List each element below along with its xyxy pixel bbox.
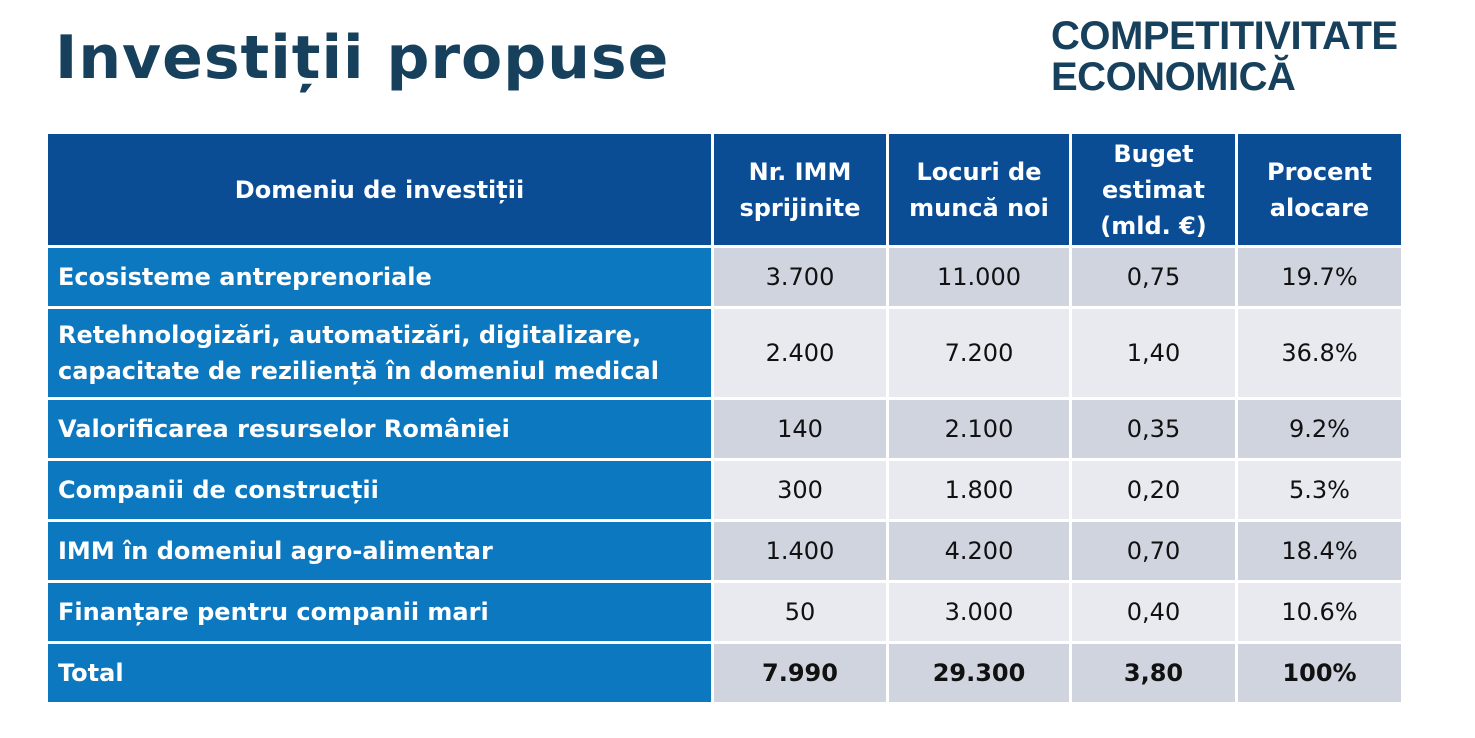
table-row [47,460,1403,521]
row-smes: 140 [713,399,888,460]
section-title-line-1: COMPETITIVITATE [1051,14,1398,58]
total-share: 100% [1237,643,1403,704]
table-header-row [47,133,1403,247]
row-budget: 0,70 [1071,521,1237,582]
row-share: 9.2% [1237,399,1403,460]
row-budget: 0,35 [1071,399,1237,460]
row-share: 10.6% [1237,582,1403,643]
table-row [47,521,1403,582]
section-title [1051,16,1398,98]
investments-table [45,131,1404,705]
row-jobs: 1.800 [888,460,1071,521]
page-title: Investiții propuse [55,23,670,93]
row-jobs: 4.200 [888,521,1071,582]
row-budget: 1,40 [1071,308,1237,399]
row-jobs: 11.000 [888,247,1071,308]
row-share: 19.7% [1237,247,1403,308]
header-domain: Domeniu de investiții [47,133,713,247]
row-smes: 1.400 [713,521,888,582]
row-smes: 300 [713,460,888,521]
row-domain: Valorificarea resurselor României [47,399,713,460]
row-domain: Finanțare pentru companii mari [47,582,713,643]
total-smes: 7.990 [713,643,888,704]
table-total-row [47,643,1403,704]
row-budget: 0,40 [1071,582,1237,643]
row-domain: Retehnologizări, automatizări, digitalizare, capacitate de reziliență în domeniul medical [47,308,713,399]
table-row [47,308,1403,399]
row-jobs: 7.200 [888,308,1071,399]
total-budget: 3,80 [1071,643,1237,704]
total-label: Total [47,643,713,704]
row-domain: IMM în domeniul agro-alimentar [47,521,713,582]
row-smes: 50 [713,582,888,643]
row-domain: Ecosisteme antreprenoriale [47,247,713,308]
header-budget: Buget estimat (mld. €) [1071,133,1237,247]
row-budget: 0,20 [1071,460,1237,521]
row-share: 5.3% [1237,460,1403,521]
row-share: 18.4% [1237,521,1403,582]
row-smes: 3.700 [713,247,888,308]
row-budget: 0,75 [1071,247,1237,308]
table-row [47,399,1403,460]
row-share: 36.8% [1237,308,1403,399]
header-smes: Nr. IMM sprijinite [713,133,888,247]
row-jobs: 2.100 [888,399,1071,460]
header-jobs: Locuri de muncă noi [888,133,1071,247]
table-row [47,582,1403,643]
total-jobs: 29.300 [888,643,1071,704]
row-smes: 2.400 [713,308,888,399]
section-title-line-2: ECONOMICĂ [1051,55,1296,99]
header-share: Procent alocare [1237,133,1403,247]
row-domain: Companii de construcții [47,460,713,521]
row-jobs: 3.000 [888,582,1071,643]
table-row [47,247,1403,308]
